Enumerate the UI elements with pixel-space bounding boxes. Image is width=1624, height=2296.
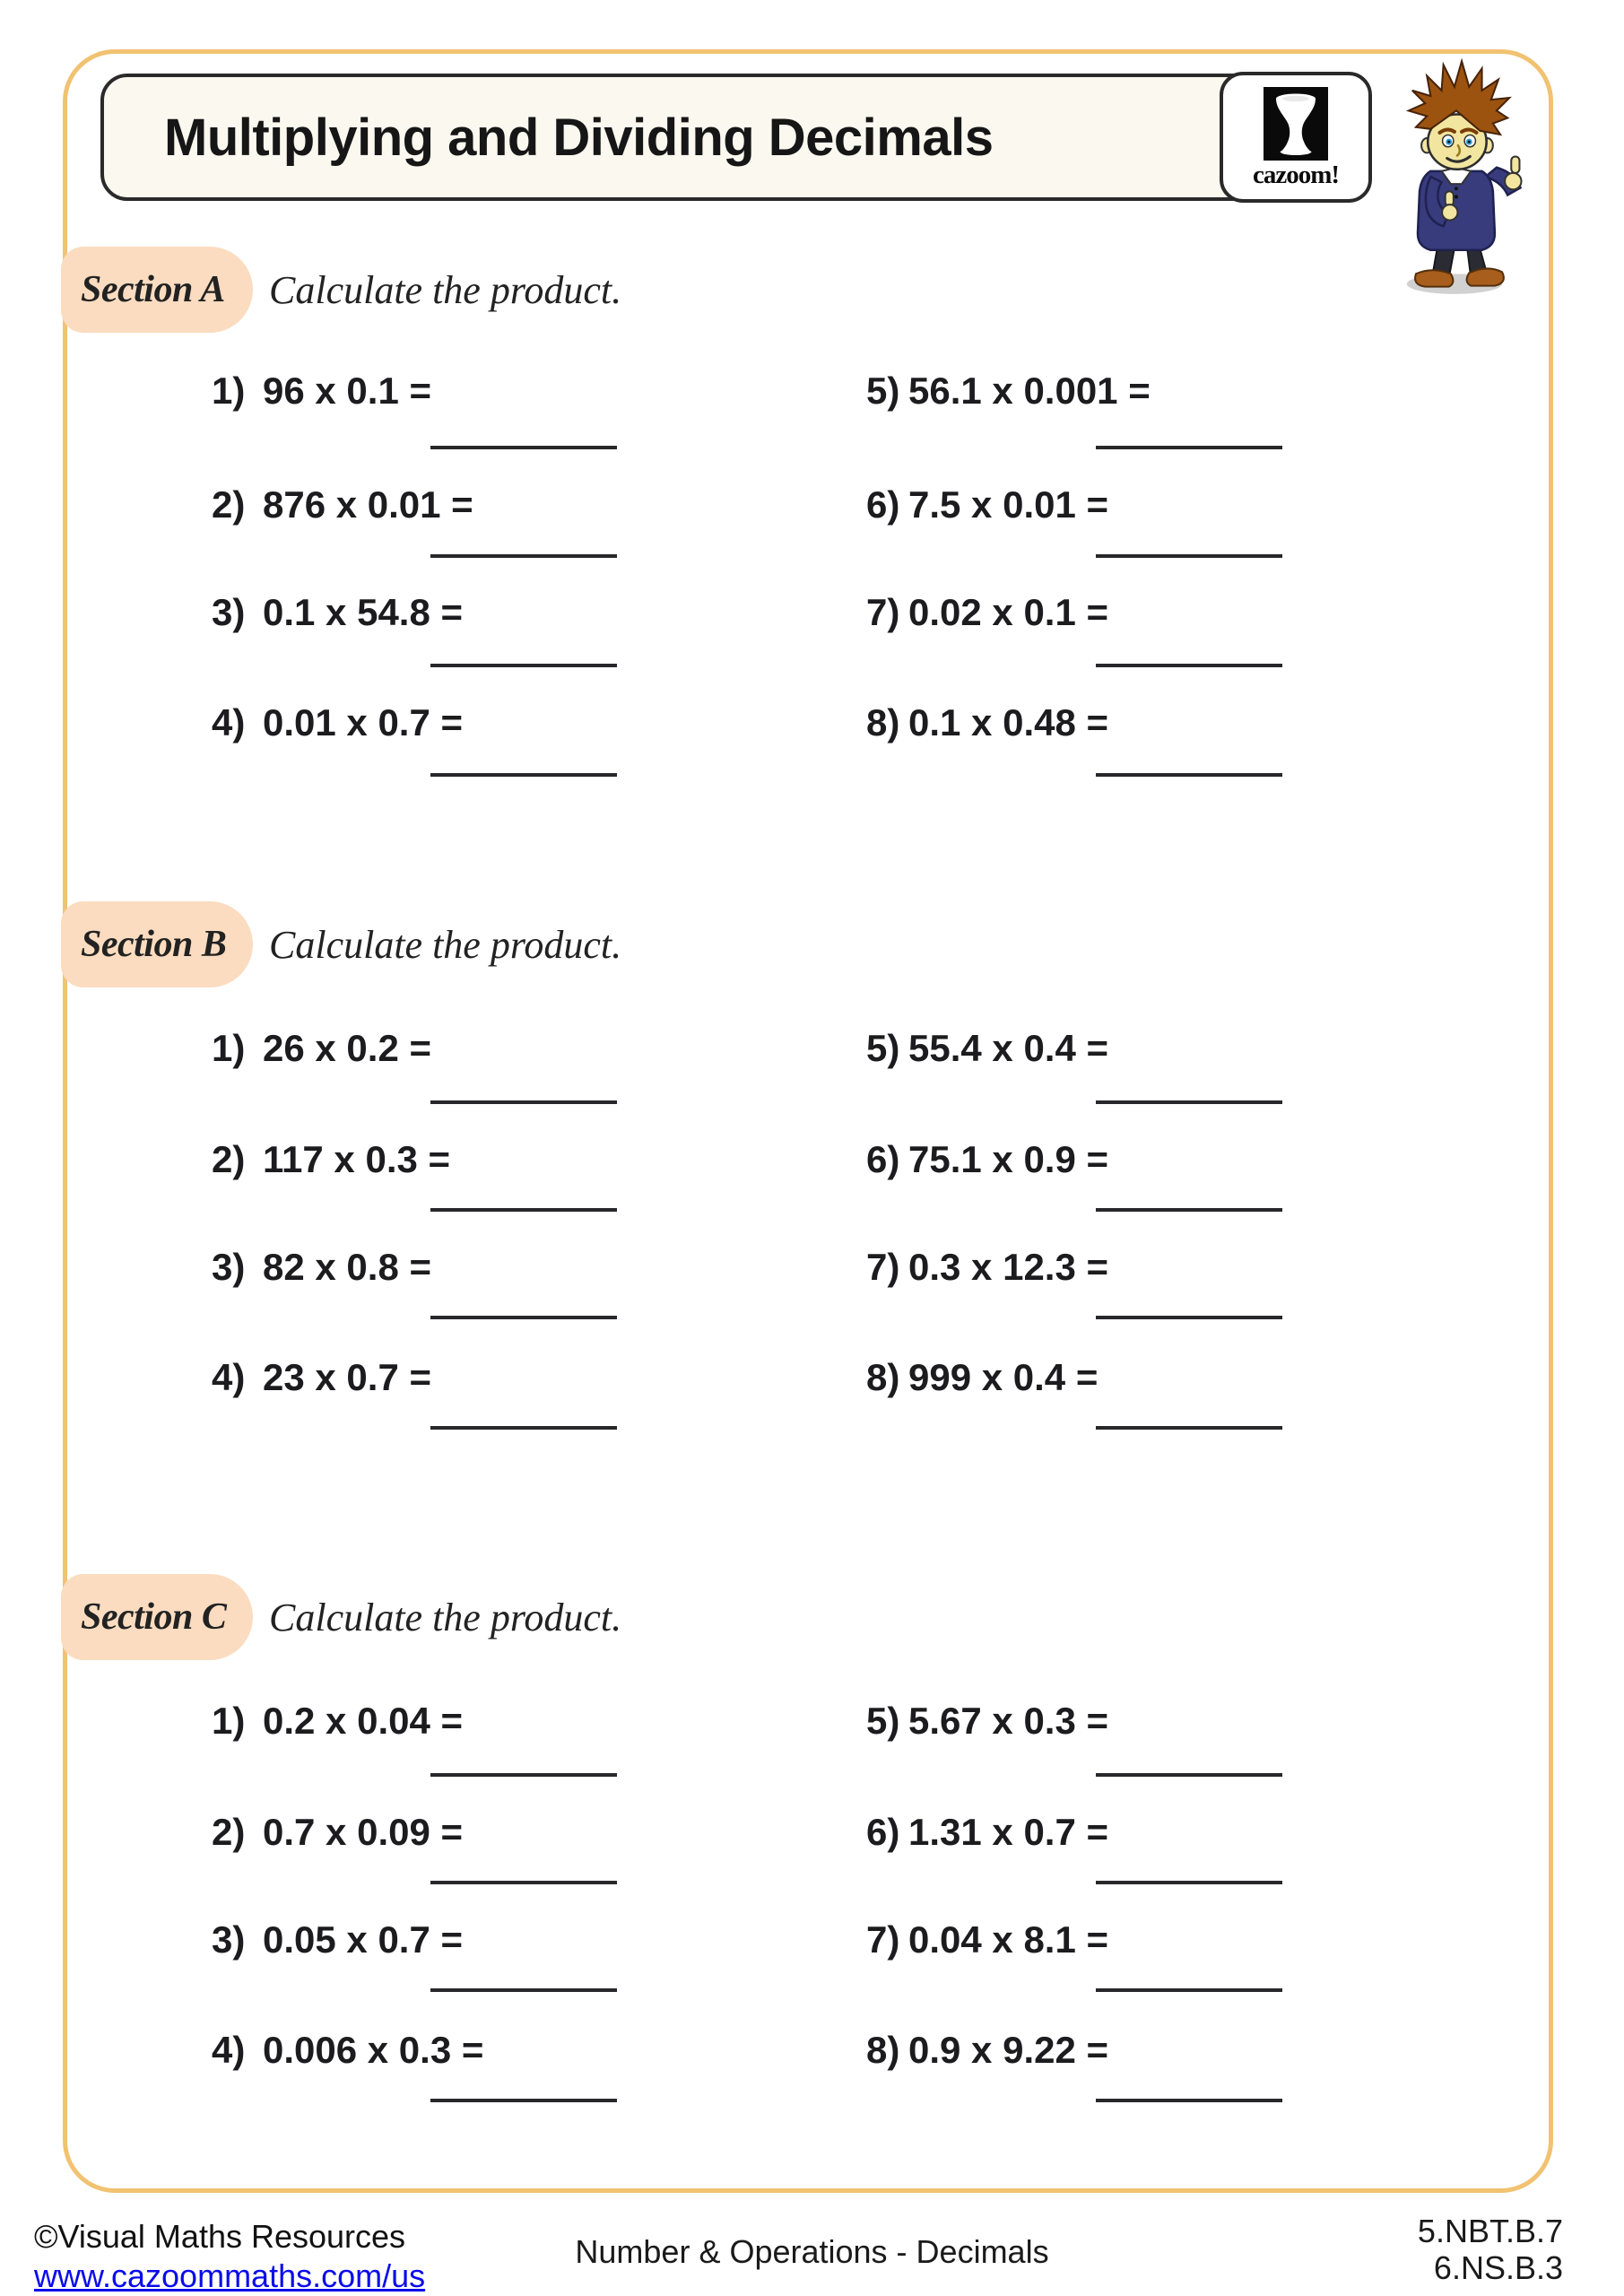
- answer-line[interactable]: [1096, 1426, 1282, 1430]
- section-a-pill: [61, 247, 253, 333]
- section-b-label: Section B: [81, 924, 227, 965]
- problem: 3) 0.1 x 54.8 =: [212, 591, 464, 633]
- section-c-instruction: Calculate the product.: [269, 1595, 622, 1639]
- problem: 6) 1.31 x 0.7 =: [866, 1811, 1109, 1853]
- answer-line[interactable]: [430, 1773, 617, 1777]
- problem: 1) 26 x 0.2 =: [212, 1027, 431, 1069]
- standard-code: 5.NBT.B.7: [1417, 2213, 1563, 2249]
- answer-line[interactable]: [430, 446, 617, 449]
- answer-line[interactable]: [430, 554, 617, 558]
- problem: 7) 0.3 x 12.3 =: [866, 1246, 1109, 1288]
- answer-line[interactable]: [1096, 446, 1282, 449]
- answer-line[interactable]: [430, 773, 617, 777]
- cazoom-logo: [1220, 72, 1372, 203]
- footer-topic: Number & Operations - Decimals: [575, 2233, 1049, 2270]
- problem: 5) 55.4 x 0.4 =: [866, 1027, 1109, 1069]
- problem: 3) 82 x 0.8 =: [212, 1246, 431, 1288]
- problem: 3) 0.05 x 0.7 =: [212, 1918, 464, 1961]
- section-b-instruction: Calculate the product.: [269, 922, 622, 967]
- section-b-pill: [61, 901, 253, 987]
- copyright-text: ©Visual Maths Resources: [34, 2218, 406, 2255]
- problem: 8) 0.1 x 0.48 =: [866, 701, 1109, 744]
- problem: 6) 75.1 x 0.9 =: [866, 1138, 1109, 1180]
- answer-line[interactable]: [1096, 1988, 1282, 1992]
- answer-line[interactable]: [1096, 1316, 1282, 1319]
- answer-line[interactable]: [1096, 1208, 1282, 1212]
- answer-line[interactable]: [1096, 773, 1282, 777]
- problem: 1) 96 x 0.1 =: [212, 370, 431, 412]
- section-c-pill: [61, 1574, 253, 1660]
- problem: 8) 999 x 0.4 =: [866, 1356, 1099, 1398]
- cazoom-brand-text: cazoom!: [1252, 161, 1340, 189]
- answer-line[interactable]: [1096, 554, 1282, 558]
- page-title: Multiplying and Dividing Decimals: [164, 108, 994, 167]
- problem: 6) 7.5 x 0.01 =: [866, 483, 1109, 526]
- answer-line[interactable]: [1096, 1100, 1282, 1104]
- problem: 2) 0.7 x 0.09 =: [212, 1811, 464, 1853]
- section-c-label: Section C: [81, 1596, 227, 1638]
- answer-line[interactable]: [430, 1881, 617, 1884]
- answer-line[interactable]: [1096, 1881, 1282, 1884]
- problem: 8) 0.9 x 9.22 =: [866, 2029, 1109, 2071]
- standard-code: 6.NS.B.3: [1433, 2249, 1563, 2287]
- problem: 7) 0.04 x 8.1 =: [866, 1918, 1109, 1961]
- mascot-boy-thumbs-up-illustration: [1390, 54, 1528, 301]
- footer-standards: [1418, 2213, 1563, 2287]
- djembe-drum-icon: [1264, 87, 1328, 161]
- answer-line[interactable]: [430, 1100, 617, 1104]
- answer-line[interactable]: [430, 1988, 617, 1992]
- problem: 2) 117 x 0.3 =: [212, 1138, 451, 1180]
- problem: 5) 56.1 x 0.001 =: [866, 370, 1151, 412]
- problem: 4) 23 x 0.7 =: [212, 1356, 431, 1398]
- section-a-instruction: Calculate the product.: [269, 267, 622, 312]
- answer-line[interactable]: [1096, 664, 1282, 667]
- answer-line[interactable]: [1096, 1773, 1282, 1777]
- answer-line[interactable]: [430, 664, 617, 667]
- problem: 1) 0.2 x 0.04 =: [212, 1700, 464, 1742]
- problem: 4) 0.01 x 0.7 =: [212, 701, 464, 744]
- section-a-label: Section A: [81, 269, 225, 310]
- answer-line[interactable]: [430, 1208, 617, 1212]
- answer-line[interactable]: [430, 1426, 617, 1430]
- problem: 5) 5.67 x 0.3 =: [866, 1700, 1109, 1742]
- answer-line[interactable]: [430, 1316, 617, 1319]
- answer-line[interactable]: [430, 2099, 617, 2102]
- problem: 4) 0.006 x 0.3 =: [212, 2029, 484, 2071]
- problem: 2) 876 x 0.01 =: [212, 483, 473, 526]
- answer-line[interactable]: [1096, 2099, 1282, 2102]
- cazoom-url-link[interactable]: www.cazoommaths.com/us: [34, 2257, 426, 2294]
- problem: 7) 0.02 x 0.1 =: [866, 591, 1109, 633]
